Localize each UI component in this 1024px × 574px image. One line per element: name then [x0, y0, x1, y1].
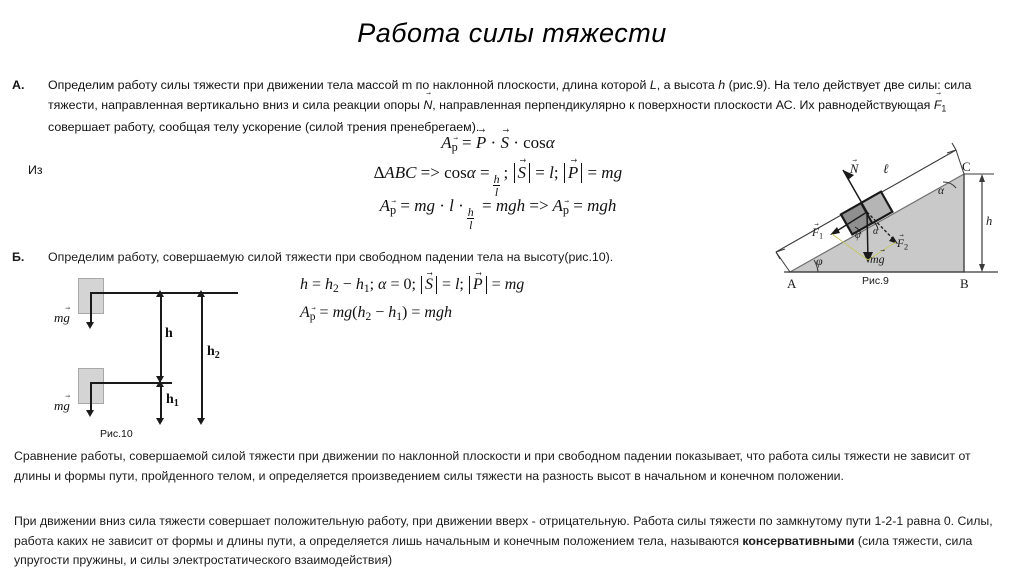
- f-a1-dot2: ·: [513, 133, 519, 152]
- f-a3-dot1: ·: [439, 196, 445, 215]
- fig9-g-sym: → g: [879, 252, 885, 267]
- f-a2-frac-den: l: [494, 185, 499, 200]
- f-b1-absS: [421, 276, 437, 294]
- f-a2-eq1: =: [479, 163, 490, 182]
- fig10-label-h1: [166, 392, 179, 409]
- fig9-F2-sub: 2: [904, 242, 909, 252]
- f-a3-eq3: =: [573, 196, 583, 215]
- f-b2-mg: mg: [332, 304, 353, 321]
- section-a-text-4: , направленная перпендикулярно к поверхности плоскости АС. Их равнодействующая: [432, 97, 934, 112]
- f-a3-frac-num: h: [467, 204, 474, 219]
- fig10-label-h2: [207, 344, 220, 361]
- fig10-h2-sub: 2: [214, 349, 220, 361]
- f-a1-A: A: [441, 133, 452, 152]
- f-a1-alpha: α: [545, 133, 555, 152]
- fig9-F1-sym: → F: [812, 227, 819, 239]
- f-b1-eq2: =: [390, 276, 400, 293]
- fig10-h2-arrowhead-up: [197, 290, 205, 297]
- f-b2-h1-sub: 1: [396, 311, 403, 324]
- symbol-h: h: [718, 78, 726, 92]
- fig10-mg-top-arrowhead: [86, 322, 94, 329]
- f-b2-h1: h: [388, 304, 397, 321]
- f-a3-implies: =>: [529, 196, 549, 215]
- f-b1-mg: mg: [504, 276, 525, 293]
- f-a2-eq3: =: [587, 163, 598, 182]
- iz-label: Из: [28, 163, 43, 177]
- fig9-label-h: h: [986, 214, 993, 228]
- section-a-text-5: совершает работу, сообщая телу ускорение (силой трения пренебрегаем).: [48, 120, 480, 135]
- f-b1-h1: h: [355, 276, 364, 293]
- f-a2-absS: [514, 163, 531, 183]
- f-b2-open: (: [352, 304, 358, 321]
- height-arrowhead-up: [979, 174, 985, 182]
- f-b1-zero: 0: [403, 276, 412, 293]
- length-arrow-right: [947, 143, 956, 153]
- f-a1-P: → P: [476, 133, 486, 153]
- f-b1-minus: −: [342, 276, 352, 293]
- f-a3-frac-den: l: [469, 218, 473, 233]
- fig10-h2-sym: h: [207, 344, 215, 359]
- fig10-h2-arrowhead-down: [197, 418, 205, 425]
- f-a1-eq: =: [462, 133, 472, 152]
- formula-freefall-relations: [300, 276, 524, 295]
- fig9-caption: Рис.9: [862, 275, 889, 287]
- symbol-F-subscript: 1: [941, 102, 947, 113]
- f-a3-eq2: =: [482, 196, 492, 215]
- fig9-label-B: B: [960, 276, 969, 291]
- f-a2-P: → P: [568, 163, 578, 183]
- summary-paragraph-1: Сравнение работы, совершаемой силой тяжести при движении по наклонной плоскости и при свободном падении показывает, что работа силы тяжести не зависит от длины и формы пути, пройденного телом, и определяется произведением силы тяжести на разность высот в начальном и конечном положении.: [14, 449, 971, 483]
- f-b2-eq1: =: [319, 304, 329, 321]
- section-a-body: [48, 76, 1007, 138]
- section-a-text-2: , а высота: [656, 78, 719, 92]
- f-a3-fraction-h-over-l: [466, 206, 476, 231]
- f-a2-implies: =>: [420, 163, 440, 182]
- summary-2-text-1: При движении вниз сила тяжести совершает положительную работу, при движении вверх - отрицательную. Работа силы тяжести по замкнутому пути 1-2-1 равна 0. Силы, работа каких не зависит от формы и длины пути, а определяется лишь начальным и конечным положением тела, называются: [14, 514, 993, 548]
- fig10-h1-arrowhead-down: [156, 418, 164, 425]
- fig10-caption: Рис.10: [100, 428, 133, 440]
- f-b1-h: h: [300, 276, 308, 293]
- fig9-label-mg: m→ g: [870, 252, 885, 267]
- f-b1-eq1: =: [312, 276, 322, 293]
- f-b2-A-sub: → p: [310, 311, 316, 323]
- summary-2-text-2: (сила тяжести, сила упругости пружины, и силы электростатического взаимодействия): [14, 533, 973, 567]
- section-a-text-1: Определим работу силы тяжести при движении тела массой m по наклонной плоскости, длина которой: [48, 78, 650, 92]
- fig9-label-F2: [897, 238, 908, 251]
- fig10-g-top: → g: [63, 310, 70, 326]
- fig10-h-line: [160, 296, 162, 380]
- fig10-h1-sub: 1: [173, 397, 179, 409]
- f-a2-semi2: ;: [553, 163, 559, 182]
- f-a1-dot1: ·: [490, 133, 497, 152]
- section-b-body: Определим работу, совершаемую силой тяжести при свободном падении тела на высоту(рис.10).: [48, 250, 614, 264]
- symbol-L: L: [649, 78, 657, 92]
- tick-left: [776, 252, 790, 272]
- formula-freefall-result: [300, 304, 452, 323]
- f-a2-cos: cos: [444, 163, 467, 182]
- fig10-h1-line: [160, 386, 162, 422]
- fig9-label-F1: [812, 227, 823, 240]
- f-b1-semi1: ;: [369, 276, 375, 293]
- f-a2-eq2: =: [535, 163, 545, 182]
- f-a2-semi1: ;: [503, 163, 509, 182]
- f-a3-mgh1: mgh: [495, 196, 526, 215]
- height-arrowhead-down: [979, 264, 985, 272]
- section-b-marker: Б.: [12, 250, 25, 264]
- f-b1-h2: h: [325, 276, 334, 293]
- f-a3-l: l: [449, 196, 454, 215]
- f-a2-alpha: α: [466, 163, 476, 182]
- fig9-label-vector-N: → N: [850, 162, 858, 177]
- f-b1-semi2: ;: [411, 276, 416, 293]
- f-b2-A: A: [300, 304, 310, 321]
- fig10-h1-arrowhead-up: [156, 380, 164, 387]
- fig9-label-alpha-top: α: [938, 185, 945, 197]
- f-a2-l: l: [549, 163, 554, 182]
- fig10-mg-bottom-line: [90, 382, 92, 412]
- page-title: Работа силы тяжести: [357, 18, 667, 48]
- f-b1-eq3: =: [441, 276, 451, 293]
- fig9-label-phi-base: φ: [816, 254, 823, 268]
- section-b-paragraph: [12, 248, 772, 267]
- f-a3-A: A: [379, 196, 390, 215]
- f-b2-eq2: =: [411, 304, 421, 321]
- fig9-F2-sym: → F: [897, 238, 904, 250]
- fig10-label-mg-top: m→ g: [54, 310, 70, 326]
- f-a1-S: → S: [500, 133, 509, 153]
- fig10-label-mg-bottom: m→ g: [54, 398, 70, 414]
- f-a1-cos: cos: [523, 133, 546, 152]
- f-b1-S: → S: [425, 276, 433, 294]
- summary-paragraph-2: [14, 512, 1010, 571]
- f-a2-S: → S: [518, 163, 527, 183]
- symbol-vector-F: → F: [934, 96, 942, 116]
- f-b2-close: ): [402, 304, 408, 321]
- fig9-label-phi-block: φ: [855, 230, 861, 241]
- f-a3-A-sub: → p: [390, 203, 396, 218]
- fig9-label-alpha-block: α: [873, 226, 879, 237]
- f-a2-mg: mg: [601, 163, 623, 182]
- symbol-vector-N: → N: [423, 96, 432, 116]
- f-b1-semi3: ;: [459, 276, 464, 293]
- f-a2-absP: [564, 163, 582, 183]
- f-a3-dot2: ·: [458, 196, 464, 215]
- figure-free-fall: [54, 270, 290, 440]
- f-b1-absP: [469, 276, 487, 294]
- fig10-h2-line: [201, 296, 203, 422]
- section-a-text-3: (рис.9). На тело действует две силы: сила тяжести, направленная вертикально вниз и сила реакции опоры: [48, 78, 972, 112]
- fig9-label-length-l: ℓ: [883, 161, 889, 176]
- summary-2-keyword: консервативными: [742, 533, 855, 548]
- vector-F1-arrowhead: [830, 227, 840, 235]
- fig9-F1-sub: 1: [819, 231, 824, 241]
- f-a2-fraction-h-over-l: [492, 173, 502, 198]
- f-a2-frac-num: h: [493, 171, 500, 186]
- f-a3-mg: mg: [414, 196, 435, 215]
- f-b2-h2: h: [357, 304, 366, 321]
- f-a3-A2-sub: → p: [563, 203, 569, 218]
- f-b1-P: → P: [473, 276, 483, 294]
- f-b2-minus: −: [375, 304, 385, 321]
- fig10-label-h: h: [165, 326, 173, 341]
- f-a3-A2: A: [552, 196, 563, 215]
- f-a1-A-sub: → p: [452, 140, 458, 155]
- f-b1-l: l: [454, 276, 460, 293]
- f-b2-h2-sub: 2: [365, 311, 372, 324]
- fig10-mg-top-line: [90, 292, 92, 324]
- f-b1-h1-sub: 1: [363, 283, 370, 296]
- f-a3-eq1: =: [400, 196, 410, 215]
- f-b1-alpha: α: [378, 276, 387, 293]
- f-a3-mgh2: mgh: [587, 196, 617, 215]
- fig10-h1-sym: h: [166, 392, 174, 407]
- fig10-mg-bottom-arrowhead: [86, 410, 94, 417]
- section-a-marker: А.: [12, 78, 25, 92]
- figure-inclined-plane: [766, 142, 1024, 294]
- fig10-top-reference-line: [90, 292, 238, 294]
- fig9-label-A: A: [787, 276, 797, 291]
- fig10-g-bottom: → g: [63, 398, 70, 414]
- f-a2-triangle: ∆ABC: [373, 163, 417, 182]
- f-b1-eq4: =: [491, 276, 501, 293]
- fig10-h-arrowhead-up: [156, 290, 164, 297]
- f-b1-h2-sub: 2: [333, 283, 339, 296]
- fig9-label-C: C: [962, 159, 971, 174]
- f-b2-mgh: mgh: [424, 304, 452, 321]
